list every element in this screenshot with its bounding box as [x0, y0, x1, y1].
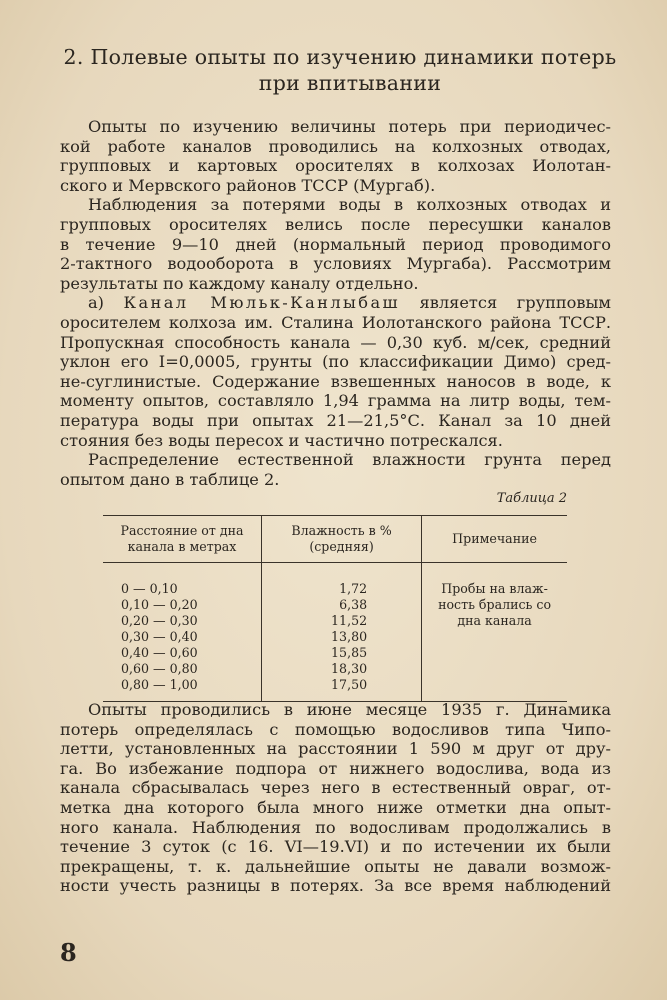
- note-line: ность брались со: [438, 597, 552, 612]
- text-line: потерь определялась с помощью водосливов типа Чипо-: [60, 719, 611, 739]
- header-note: [422, 516, 567, 563]
- note-line: Пробы на влаж-: [441, 581, 548, 596]
- distance-cell: 0 — 0,10: [121, 581, 178, 596]
- distance-cell: 0,80 — 1,00: [121, 677, 198, 692]
- text-line: Распределение естественной влажности грунта перед: [88, 450, 611, 470]
- header-humidity: [262, 516, 422, 563]
- distance-column: [103, 563, 262, 702]
- header-text: Влажность в %: [291, 523, 392, 538]
- text-line: уклон его I=0,0005, грунты (по классификации Димо) сред-: [60, 352, 611, 372]
- text-line: пература воды при опытах 21—21,5°С. Канал за 10 дней: [60, 410, 611, 430]
- header-distance: [103, 516, 262, 563]
- distance-cell: 0,30 — 0,40: [121, 629, 198, 644]
- distance-cell: 0,10 — 0,20: [121, 597, 198, 612]
- text-line: в течение 9—10 дней (нормальный период проводимого: [60, 234, 611, 254]
- text-line: не-суглинистые. Содержание взвешенных наносов в воде, к: [60, 371, 611, 391]
- text-line: оросителем колхоза им. Сталина Иолотанского района ТССР.: [60, 312, 611, 332]
- canal-name: Канал Мюльк-Канлыбаш: [123, 293, 400, 313]
- distance-cell: 0,60 — 0,80: [121, 661, 198, 676]
- humidity-column: [262, 563, 422, 702]
- text-line: результаты по каждому каналу отдельно.: [60, 273, 419, 293]
- text-line: [60, 293, 611, 313]
- section-heading: [60, 44, 620, 96]
- humidity-cell: 13,80: [331, 629, 368, 644]
- page-number: 8: [60, 938, 77, 967]
- humidity-cell: 18,30: [331, 661, 368, 676]
- text-line: кой работе каналов проводились на колхозных отводах,: [60, 136, 611, 156]
- text-line: ного канала. Наблюдения по водосливам продолжались в: [60, 817, 611, 837]
- header-text: канала в метрах: [127, 539, 237, 554]
- humidity-cell: 6,38: [339, 597, 368, 612]
- text-line: Опыты по изучению величины потерь при периодичес-: [88, 117, 611, 136]
- text-fragment: является групповым: [419, 293, 612, 313]
- header-text: (средняя): [309, 539, 374, 554]
- paragraph-2: [60, 195, 611, 293]
- table-row: [103, 563, 567, 702]
- text-line: ности учесть разницы в потерях. За все время наблюдений: [60, 876, 611, 896]
- text-line: Наблюдения за потерями воды в колхозных отводах и: [88, 195, 611, 215]
- header-text: Примечание: [452, 531, 537, 546]
- text-line: групповых и картовых оросителях в колхозах Иолотан-: [60, 156, 611, 176]
- humidity-table: [103, 515, 567, 702]
- text-line: моменту опытов, составляло 1,94 грамма на литр воды, тем-: [60, 391, 611, 411]
- note-column: [422, 563, 567, 702]
- distance-cell: 0,40 — 0,60: [121, 645, 198, 660]
- humidity-cell: 11,52: [331, 613, 368, 628]
- humidity-cell: 15,85: [331, 645, 368, 660]
- heading-line-1: 2. Полевые опыты по изучению динамики потерь: [63, 45, 617, 69]
- text-line: стояния без воды пересох и частично потрескался.: [60, 430, 503, 450]
- item-prefix: а): [88, 293, 104, 313]
- header-text: Расстояние от дна: [120, 523, 244, 538]
- text-line: га. Во избежание подпора от нижнего водослива, вода из: [60, 758, 611, 778]
- paragraph-5: [60, 700, 611, 896]
- humidity-cell: 1,72: [339, 581, 368, 596]
- humidity-cell: 17,50: [331, 677, 368, 692]
- text-line: ского и Мервского районов ТССР (Мургаб).: [60, 175, 436, 195]
- text-line: групповых оросителях велись после пересушки каналов: [60, 214, 611, 234]
- text-line: летти, установленных на расстоянии 1 590 м друг от дру-: [60, 739, 611, 759]
- paragraph-1: [60, 117, 611, 195]
- text-block-top: [60, 117, 611, 489]
- heading-line-2: при впитывании: [258, 71, 442, 95]
- note-line: дна канала: [457, 613, 532, 628]
- table-caption: Таблица 2: [496, 491, 567, 506]
- text-line: опытом дано в таблице 2.: [60, 469, 280, 489]
- text-line: Опыты проводились в июне месяце 1935 г. Динамика: [88, 700, 611, 719]
- paragraph-4: [60, 450, 611, 489]
- text-line: Пропускная способность канала — 0,30 куб. м/сек, средний: [60, 332, 611, 352]
- text-line: прекращены, т. к. дальнейшие опыты не давали возмож-: [60, 856, 611, 876]
- text-block-bottom: [60, 700, 611, 896]
- distance-cell: 0,20 — 0,30: [121, 613, 198, 628]
- text-line: 2-тактного водооборота в условиях Мургаба). Рассмотрим: [60, 254, 611, 274]
- text-line: канала сбрасывалась через него в естественный овраг, от-: [60, 778, 611, 798]
- text-line: течение 3 суток (с 16. VI—19.VI) и по истечении их были: [60, 837, 611, 857]
- paragraph-3: [60, 293, 611, 450]
- text-line: метка дна которого была много ниже отметки дна опыт-: [60, 797, 611, 817]
- table-header-row: [103, 516, 567, 563]
